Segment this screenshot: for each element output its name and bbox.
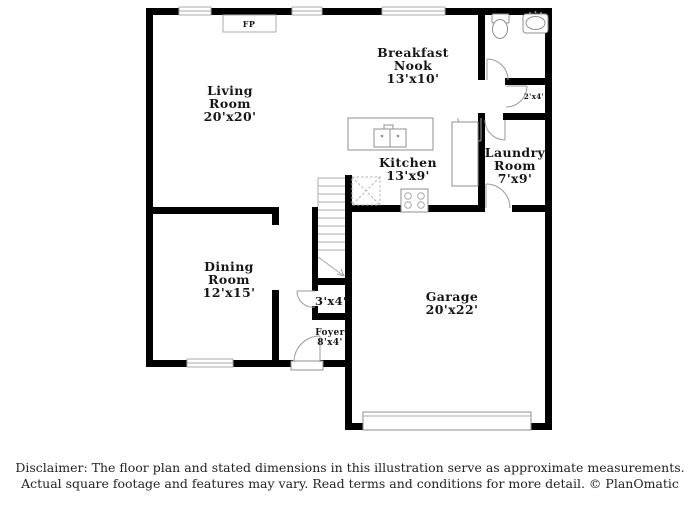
fireplace — [223, 15, 276, 32]
drain-icon — [381, 135, 384, 138]
laundry-door-icon — [485, 120, 505, 140]
drain-icon — [397, 135, 400, 138]
living-room-dims: 20'x20' — [203, 109, 257, 124]
dining-room-label: Room — [208, 272, 250, 287]
wall — [312, 285, 318, 291]
kitchen-sink-icon — [390, 129, 406, 147]
bathroom-sink-icon — [526, 17, 545, 30]
stairs-direction-arrow-icon — [318, 257, 344, 276]
front-door-threshold-icon — [291, 361, 323, 370]
breakfast-nook-dims: 13'x10' — [386, 71, 440, 86]
foyer-dims: 8'x4' — [317, 338, 343, 348]
wall — [146, 207, 279, 214]
garage-dims: 20'x22' — [425, 302, 479, 317]
garage-entry-door-icon — [486, 184, 510, 208]
laundry-room-label: Room — [494, 158, 536, 173]
disclaimer-line2: Actual square footage and features may vary. Read terms and conditions for more detail. © PlanOmatic — [21, 476, 679, 491]
stairs — [318, 178, 345, 276]
hall-closet-dims: 3'x4' — [315, 294, 347, 308]
faucet-icon — [535, 11, 537, 13]
fireplace-label: FP — [242, 19, 256, 29]
disclaimer-line1: Disclaimer: The floor plan and stated dimensions in this illustration serve as approximate measurements. — [15, 460, 685, 475]
wall — [312, 207, 318, 285]
laundry-room-dims: 7'x9' — [497, 171, 533, 186]
front-door-icon — [294, 336, 320, 362]
wall — [146, 8, 153, 367]
living-room-label: Room — [209, 96, 251, 111]
stove-icon — [401, 189, 428, 212]
wall — [478, 8, 485, 80]
counter-icon — [452, 122, 478, 186]
wall — [503, 113, 552, 120]
bathroom-fixtures — [492, 11, 548, 39]
garage-door-icon — [363, 412, 531, 430]
wall — [272, 207, 279, 225]
wall — [505, 78, 552, 85]
hall-closet-door-icon — [297, 291, 315, 307]
room-labels — [203, 45, 546, 348]
dining-room-label: Dining — [204, 259, 254, 274]
garage-label: Garage — [425, 289, 479, 304]
toilet-icon — [493, 20, 508, 39]
doors — [291, 59, 527, 370]
kitchen-sink-icon — [374, 129, 390, 147]
wall — [545, 8, 552, 430]
living-room-label: Living — [207, 83, 253, 98]
small-closet-dims: 2'x4' — [523, 92, 545, 101]
kitchen-label: Kitchen — [379, 155, 437, 170]
foyer-label: Foyer — [315, 328, 345, 338]
faucet-icon — [540, 12, 542, 14]
bathroom-door-icon — [487, 59, 508, 80]
kitchen-dims: 13'x9' — [386, 168, 430, 183]
breakfast-nook-label: Breakfast — [377, 45, 449, 60]
faucet-icon — [529, 12, 531, 14]
dining-room-dims: 12'x15' — [202, 285, 256, 300]
laundry-room-label: Laundry — [484, 145, 546, 160]
wall — [272, 290, 279, 367]
breakfast-nook-label: Nook — [393, 58, 433, 73]
